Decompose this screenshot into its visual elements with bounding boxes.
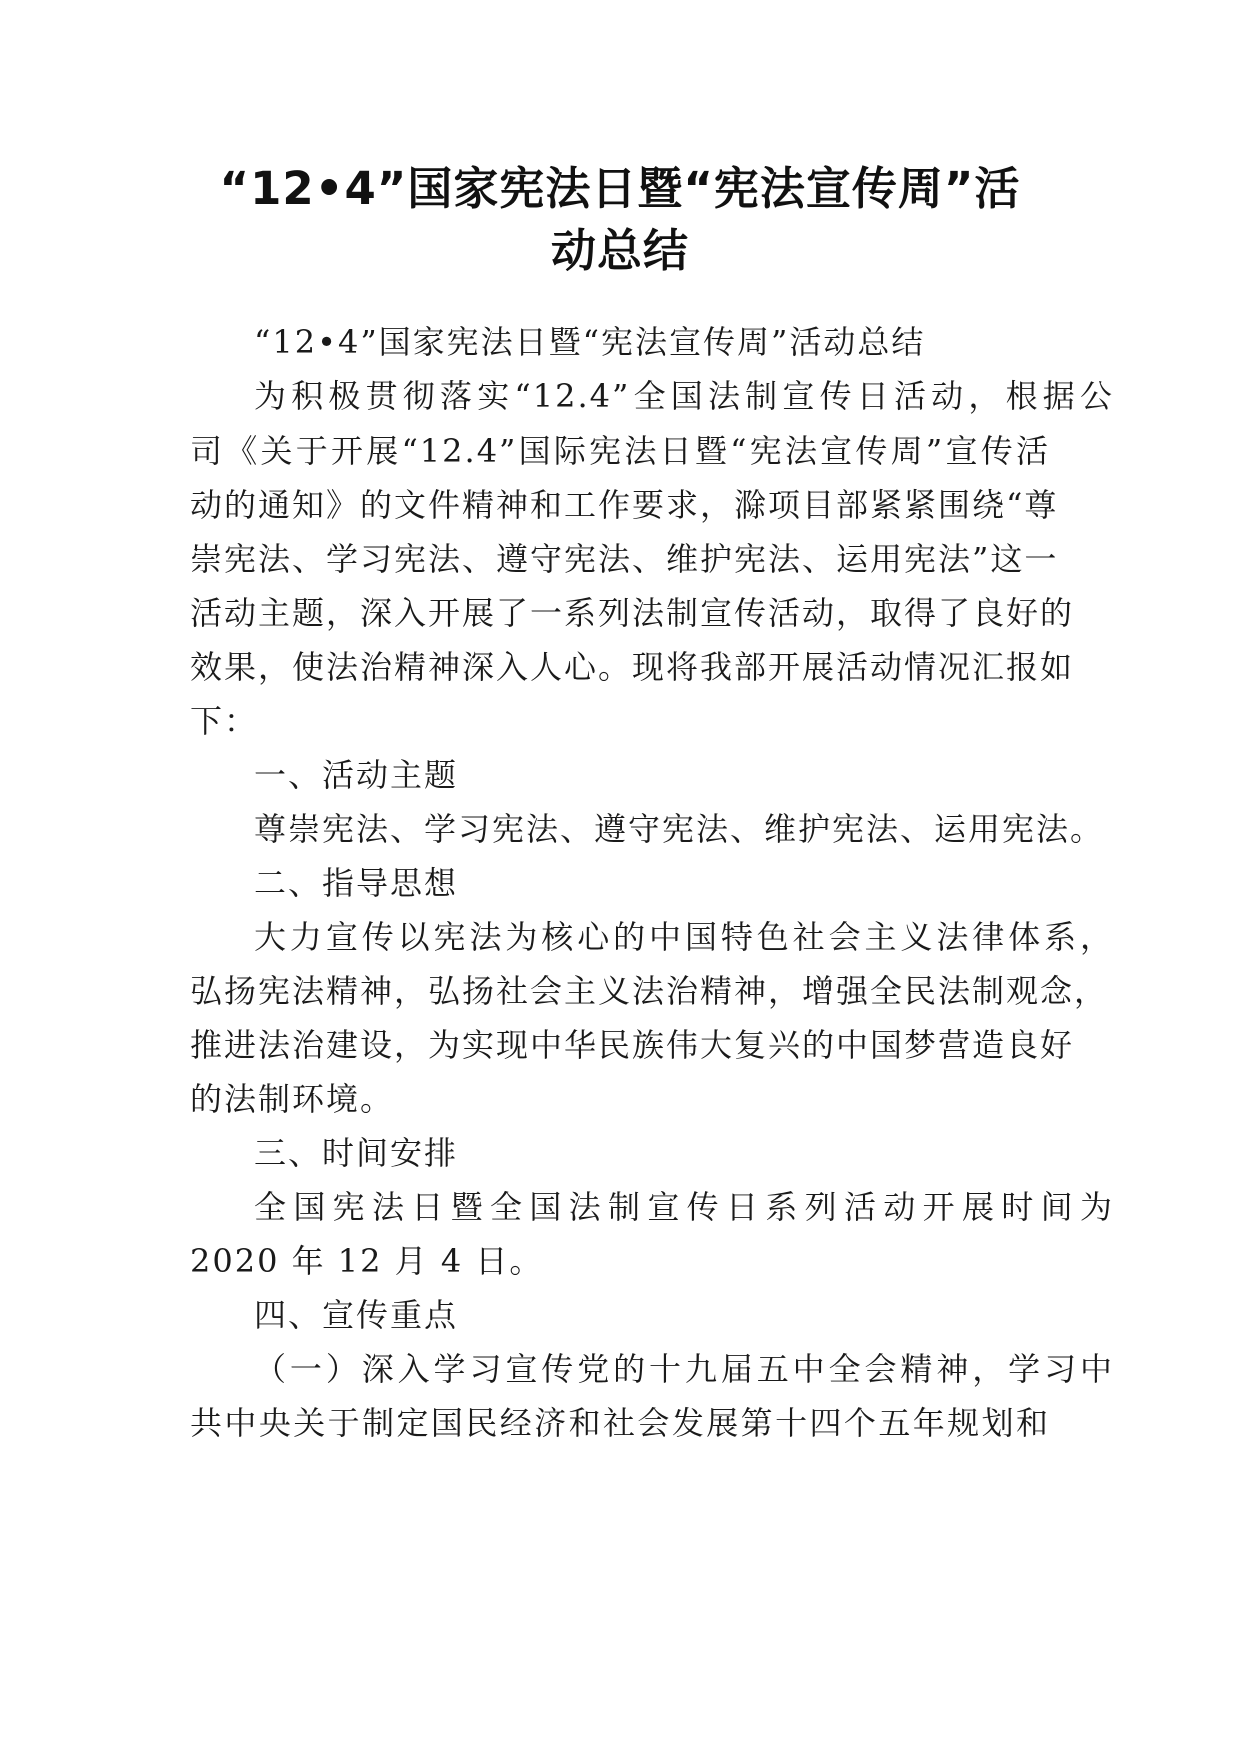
section-heading: 二、指导思想 bbox=[254, 864, 459, 902]
document-title-line-2: 动总结 bbox=[550, 224, 689, 277]
paragraph-line: 共中央关于制定国民经济和社会发展第十四个五年规划和 bbox=[190, 1404, 1050, 1442]
paragraph-line: 崇宪法、学习宪法、遵守宪法、维护宪法、运用宪法”这一 bbox=[190, 540, 1059, 578]
section-heading: 四、宣传重点 bbox=[254, 1296, 459, 1334]
paragraph-line: 2020 年 12 月 4 日。 bbox=[190, 1242, 544, 1280]
section-heading: 一、活动主题 bbox=[254, 756, 459, 794]
document-title-line-1: “12•4”国家宪法日暨“宪法宣传周”活 bbox=[219, 162, 1021, 215]
paragraph-line: （一）深入学习宣传党的十九届五中全会精神，学习中 bbox=[254, 1350, 1114, 1388]
paragraph-line: 为积极贯彻落实“12.4”全国法制宣传日活动，根据公 bbox=[254, 377, 1114, 415]
paragraph-line: 全国宪法日暨全国法制宣传日系列活动开展时间为 bbox=[254, 1188, 1114, 1226]
paragraph-line: 下： bbox=[190, 702, 259, 740]
paragraph-line: 的法制环境。 bbox=[190, 1080, 395, 1118]
paragraph-line: 大力宣传以宪法为核心的中国特色社会主义法律体系， bbox=[254, 918, 1114, 956]
subtitle-line: “12•4”国家宪法日暨“宪法宣传周”活动总结 bbox=[254, 323, 926, 361]
paragraph-line: 弘扬宪法精神，弘扬社会主义法治精神，增强全民法制观念， bbox=[190, 972, 1109, 1010]
paragraph-line: 司《关于开展“12.4”国际宪法日暨“宪法宣传周”宣传活 bbox=[190, 432, 1050, 470]
section-heading: 三、时间安排 bbox=[254, 1134, 459, 1172]
paragraph-line: 效果，使法治精神深入人心。现将我部开展活动情况汇报如 bbox=[190, 648, 1075, 686]
paragraph-line: 推进法治建设，为实现中华民族伟大复兴的中国梦营造良好 bbox=[190, 1026, 1075, 1064]
paragraph-line: 活动主题，深入开展了一系列法制宣传活动，取得了良好的 bbox=[190, 594, 1075, 632]
paragraph-line: 尊崇宪法、学习宪法、遵守宪法、维护宪法、运用宪法。 bbox=[254, 810, 1105, 848]
paragraph-line: 动的通知》的文件精神和工作要求，滁项目部紧紧围绕“尊 bbox=[190, 486, 1059, 524]
